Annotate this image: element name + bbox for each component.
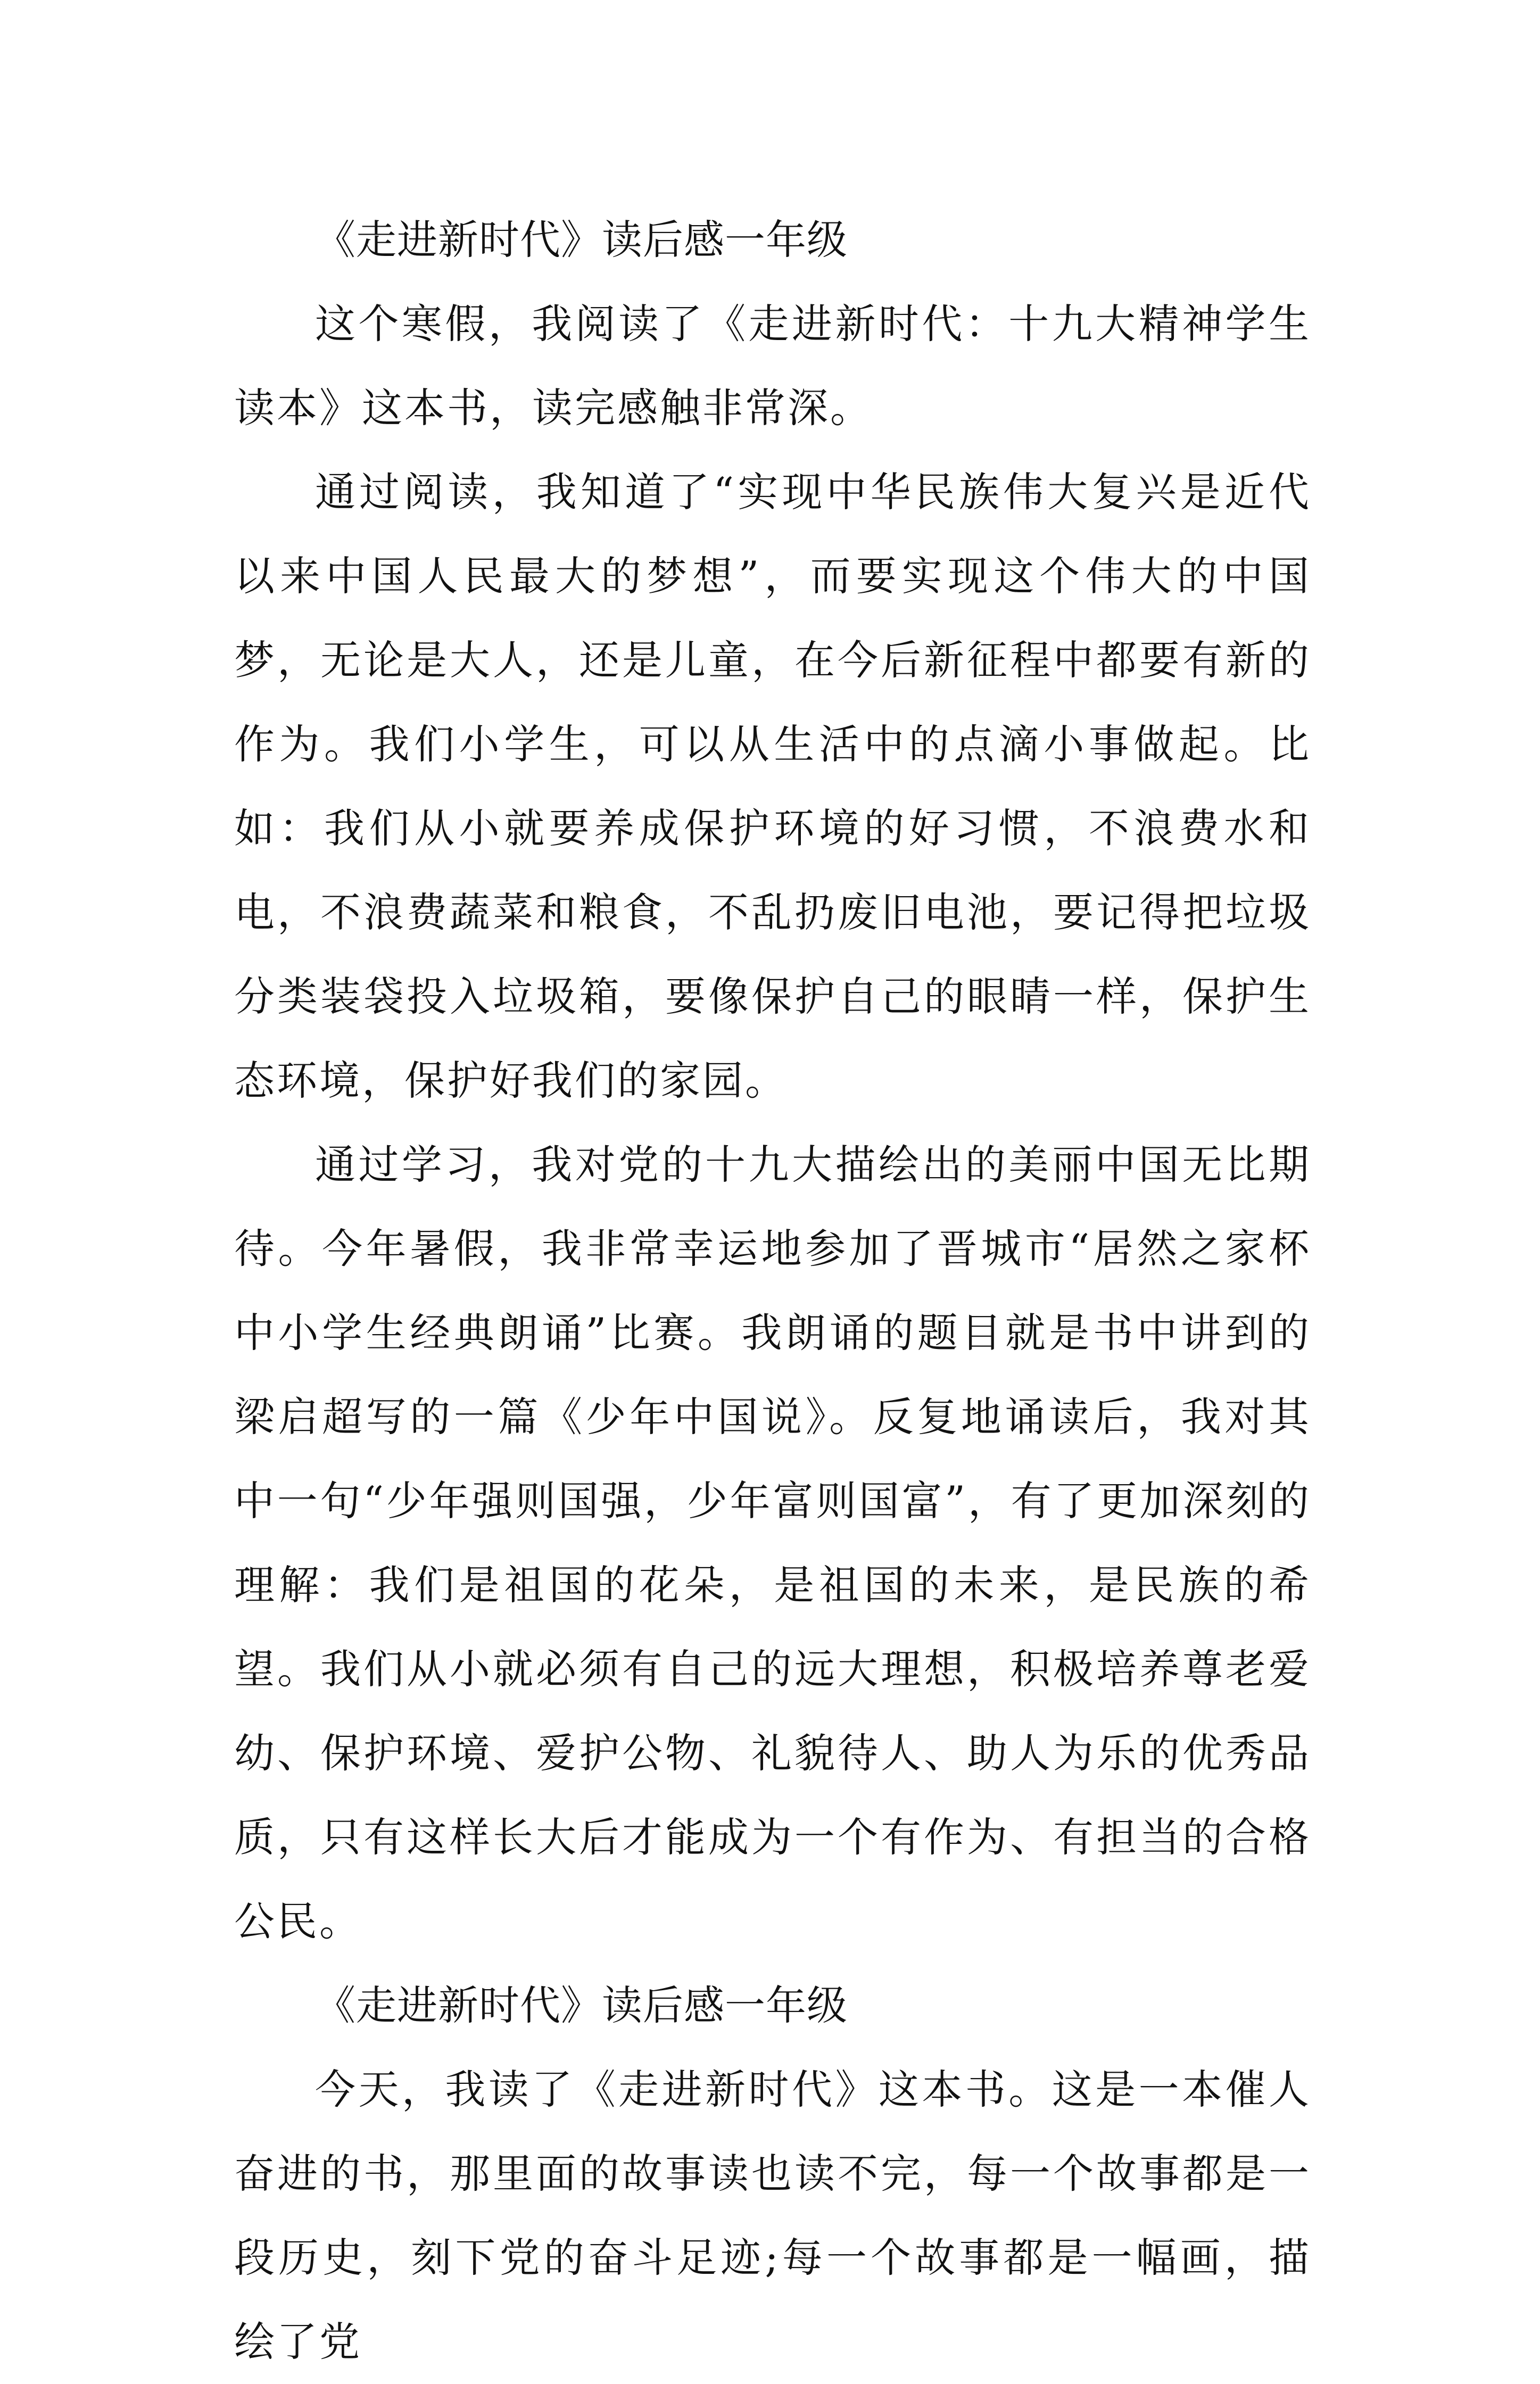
essay-title-2: 《走进新时代》读后感一年级 [315, 1982, 848, 2029]
paragraph-2: 通过阅读，我知道了“实现中华民族伟大复兴是近代以来中国人民最大的梦想”，而要实现这个伟大的中国梦，无论是大人，还是儿童，在今后新征程中都要有新的作为。我们小学生，可以从生活中的点滴小事做起。比如：我们从小就要养成保护环境的好习惯，不浪费水和电，不浪费蔬菜和粮食，不乱扔废旧电池，要记得把垃圾分类装袋投入垃圾箱，要像保护自己的眼睛一样，保护生态环境，保护好我们的家园。 [234, 468, 1311, 1104]
paragraph-3: 通过学习，我对党的十九大描绘出的美丽中国无比期待。今年暑假，我非常幸运地参加了晋城市“居然之家杯中小学生经典朗诵”比赛。我朗诵的题目就是书中讲到的梁启超写的一篇《少年中国说》。反复地诵读后，我对其中一句“少年强则国强，少年富则国富”，有了更加深刻的理解：我们是祖国的花朵，是祖国的未来，是民族的希望。我们从小就必须有自己的远大理想，积极培养尊老爱幼、保护环境、爱护公物、礼貌待人、助人为乐的优秀品质，只有这样长大后才能成为一个有作为、有担当的合格公民。 [234, 1141, 1311, 1945]
document-page [234, 198, 1311, 2384]
paragraph-1: 这个寒假，我阅读了《走进新时代：十九大精神学生读本》这本书，读完感触非常深。 [234, 300, 1311, 432]
paragraph-4: 今天，我读了《走进新时代》这本书。这是一本催人奋进的书，那里面的故事读也读不完，每一个故事都是一段历史，刻下党的奋斗足迹;每一个故事都是一幅画，描绘了党 [234, 2066, 1311, 2365]
essay-title-1: 《走进新时代》读后感一年级 [315, 216, 848, 263]
